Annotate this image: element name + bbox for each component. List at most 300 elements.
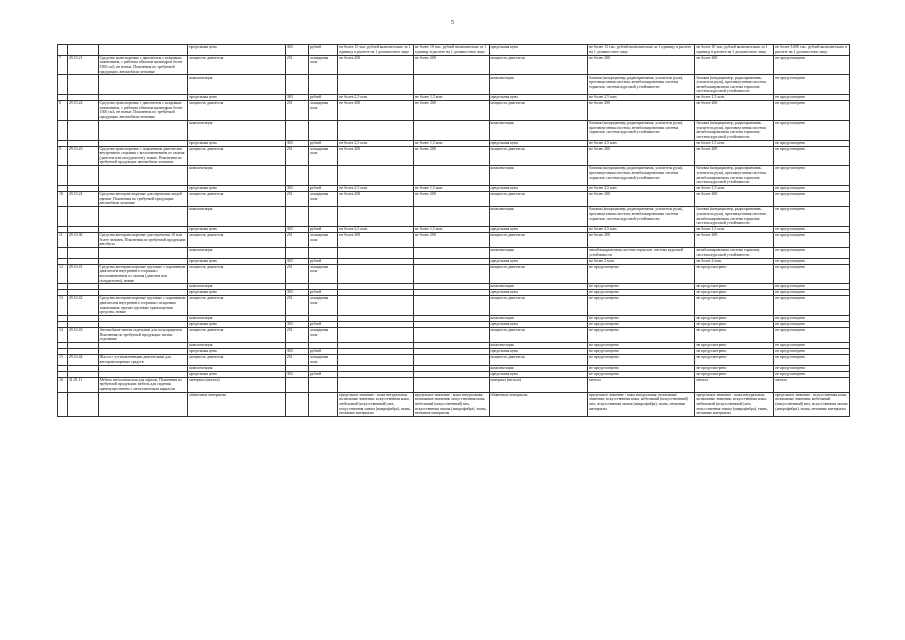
- characteristic-cell: материал (металл): [188, 377, 285, 392]
- value-approved-3-cell: не предусмотрено: [774, 140, 850, 146]
- characteristic-approved-cell: предельная цена: [489, 290, 588, 296]
- value-category-2-cell: [413, 75, 489, 95]
- unit-name-cell: рублей: [308, 45, 338, 56]
- page-number: 5: [451, 20, 454, 26]
- value-approved-2-cell: не предусмотрено: [695, 321, 774, 327]
- characteristic-approved-cell: комплектация: [489, 75, 588, 95]
- characteristic-cell: предельная цена: [188, 45, 285, 56]
- value-approved-3-cell: не предусмотрено: [774, 248, 850, 259]
- characteristic-approved-cell: предельная цена: [489, 140, 588, 146]
- row-number-cell: [58, 120, 68, 140]
- value-category-1-cell: не более 15 тыс. рублей включительно за 1 единицу в расчете на 1 должностное лицо: [338, 45, 414, 56]
- value-approved-2-cell: металл: [695, 377, 774, 392]
- value-category-2-cell: [413, 207, 489, 227]
- value-approved-3-cell: не предусмотрено: [774, 258, 850, 264]
- requirements-table: [57, 44, 850, 417]
- characteristic-approved-cell: мощность двигателя: [489, 191, 588, 206]
- okei-code-cell: [285, 392, 308, 416]
- value-approved-2-cell: базовая (кондиционер, радиоприемник, усилитель руля), противоугонная система; антиблокировочная система тормозов; система курсовой устойчивости: [695, 120, 774, 140]
- characteristic-approved-cell: предельная цена: [489, 95, 588, 101]
- value-approved-3-cell: не предусмотрено: [774, 166, 850, 186]
- value-approved-1-cell: не более 2,5 млн.: [588, 95, 695, 101]
- product-name-cell: Средства автотранспортные грузовые с поршневым двигателем внутреннего сгорания с воспламенением от сжатия (дизелем или полудизелем), новые: [98, 264, 188, 284]
- characteristic-cell: мощность двигателя: [188, 55, 285, 75]
- value-approved-1-cell: не более 200: [588, 146, 695, 166]
- row-number-cell: 9: [58, 146, 68, 166]
- value-approved-1-cell: не предусмотрено: [588, 343, 695, 349]
- okei-code-cell: 383: [285, 140, 308, 146]
- value-approved-1-cell: не предусмотрено: [588, 264, 695, 284]
- value-approved-1-cell: не предусмотрено: [588, 371, 695, 377]
- value-approved-3-cell: не более 5.000 тыс. рублей включительно в расчете на 1 должностное лицо: [774, 45, 850, 56]
- value-approved-3-cell: не предусмотрено: [774, 232, 850, 247]
- value-approved-2-cell: не более 200: [695, 191, 774, 206]
- value-approved-2-cell: не более 1,5 млн.: [695, 226, 774, 232]
- unit-name-cell: рублей: [308, 140, 338, 146]
- characteristic-cell: предельная цена: [188, 140, 285, 146]
- value-category-1-cell: [338, 327, 414, 342]
- value-approved-3-cell: не предусмотрено: [774, 101, 850, 121]
- characteristic-cell: предельная цена: [188, 371, 285, 377]
- value-approved-2-cell: не более 1,5 млн.: [695, 140, 774, 146]
- characteristic-approved-cell: предельная цена: [489, 45, 588, 56]
- okei-code-cell: 383: [285, 45, 308, 56]
- value-approved-2-cell: не предусмотрено: [695, 327, 774, 342]
- okei-code-cell: [285, 120, 308, 140]
- okpd-code-cell: 29.10.30: [67, 232, 98, 247]
- value-approved-3-cell: не предусмотрено: [774, 95, 850, 101]
- okpd-code-cell: [67, 166, 98, 186]
- value-approved-3-cell: не предусмотрено: [774, 327, 850, 342]
- characteristic-cell: комплектация: [188, 120, 285, 140]
- okei-code-cell: 251: [285, 264, 308, 284]
- value-category-2-cell: не более 1,5 млн.: [413, 95, 489, 101]
- unit-name-cell: [308, 120, 338, 140]
- characteristic-approved-cell: материал (металл): [489, 377, 588, 392]
- okpd-code-cell: [67, 207, 98, 227]
- row-number-cell: 16: [58, 377, 68, 392]
- value-approved-1-cell: предельное значение - кожа натуральная; возможные значения: искусственная кожа, мебельный (искусственный) мех, искусственная замша (микрофибра), ткань, нетканые материалы: [588, 392, 695, 416]
- table-row: [58, 120, 850, 140]
- value-approved-3-cell: не предусмотрено: [774, 191, 850, 206]
- table-row: [58, 392, 850, 416]
- value-approved-3-cell: металл: [774, 377, 850, 392]
- product-name-cell: [98, 207, 188, 227]
- value-approved-3-cell: не предусмотрено: [774, 75, 850, 95]
- product-name-cell: Средства автотранспортные для перевозки 10 или более человек. Пояснения по требуемой продукции: автобусы: [99, 233, 186, 247]
- characteristic-approved-cell: мощность двигателя: [489, 264, 588, 284]
- product-name-cell: [98, 248, 188, 259]
- value-approved-3-cell: не предусмотрено: [774, 371, 850, 377]
- value-category-2-cell: [413, 327, 489, 342]
- table-row: [58, 146, 850, 166]
- value-approved-2-cell: не более 200: [695, 101, 774, 121]
- value-category-2-cell: [413, 296, 489, 316]
- value-approved-2-cell: не предусмотрено: [695, 349, 774, 355]
- value-approved-2-cell: не предусмотрено: [695, 315, 774, 321]
- product-name-cell: Средства транспортные с двигателем с искровым зажиганием, с рабочим объемом цилиндров более 1500 см3, не новые. Пояснения по требуемой продукции: автомобили легковые: [98, 101, 188, 121]
- unit-name-cell: лошадиная сила: [308, 191, 338, 206]
- value-approved-1-cell: базовая (кондиционер, радиоприемник, усилитель руля), противоугонная система; антиблокировочная система тормозов; система курсовой устойчивости: [588, 120, 695, 140]
- table-row: [58, 296, 850, 316]
- characteristic-approved-cell: мощность двигателя: [489, 55, 588, 75]
- value-approved-2-cell: базовая (кондиционер, радиоприемник, усилитель руля), противоугонная система; антиблокировочная система тормозов; система курсовой устойчивости: [695, 207, 774, 227]
- value-approved-1-cell: не более 200: [588, 232, 695, 247]
- characteristic-approved-cell: предельная цена: [489, 321, 588, 327]
- characteristic-approved-cell: мощность двигателя: [489, 296, 588, 316]
- product-name-cell: Средства транспортные с поршневым двигателем внутреннего сгорания с воспламенением от сжатия (дизелем или полудизелем), новые. Пояснения по требуемой продукции: автомобили легковые: [98, 146, 188, 166]
- okpd-code-cell: [67, 75, 98, 95]
- value-approved-3-cell: не предусмотрено: [774, 321, 850, 327]
- unit-name-cell: [308, 75, 338, 95]
- unit-name-cell: рублей: [308, 290, 338, 296]
- okei-code-cell: 251: [285, 232, 308, 247]
- value-approved-1-cell: базовая (кондиционер, радиоприемник, усилитель руля), противоугонная система; антиблокировочная система тормозов; система курсовой устойчивости: [588, 166, 695, 186]
- okpd-code-cell: 29.10.23: [67, 146, 98, 166]
- value-approved-3-cell: не предусмотрено: [774, 120, 850, 140]
- value-category-1-cell: не более 200: [338, 191, 414, 206]
- row-number-cell: [58, 248, 68, 259]
- characteristic-approved-cell: предельная цена: [489, 186, 588, 192]
- table-row: [58, 248, 850, 259]
- okpd-code-cell: 29.10.41: [67, 264, 98, 284]
- table-row: [58, 327, 850, 342]
- value-category-2-cell: не более 200: [413, 146, 489, 166]
- unit-name-cell: рублей: [308, 321, 338, 327]
- characteristic-approved-cell: комплектация: [489, 248, 588, 259]
- row-number-cell: [58, 45, 68, 56]
- characteristic-approved-cell: предельная цена: [489, 226, 588, 232]
- okei-code-cell: [285, 75, 308, 95]
- value-approved-1-cell: не предусмотрено: [588, 327, 695, 342]
- value-category-1-cell: не более 200: [338, 232, 414, 247]
- value-category-1-cell: [338, 166, 414, 186]
- row-number-cell: [58, 392, 68, 416]
- characteristic-cell: мощность двигателя: [188, 146, 285, 166]
- value-approved-1-cell: базовая (кондиционер, радиоприемник, усилитель руля), противоугонная система; антиблокировочная система тормозов; система курсовой устойчивости: [588, 207, 695, 227]
- row-number-cell: [58, 75, 68, 95]
- okei-code-cell: [285, 248, 308, 259]
- value-approved-2-cell: не более 10 тыс. рублей включительно за 1 единицу в расчете на 1 должностное лицо: [695, 45, 774, 56]
- unit-name-cell: рублей: [308, 349, 338, 355]
- value-category-2-cell: не более 200: [413, 191, 489, 206]
- value-approved-2-cell: не предусмотрено: [695, 296, 774, 316]
- value-category-2-cell: не более 200: [413, 101, 489, 121]
- value-category-2-cell: [413, 355, 489, 366]
- unit-name-cell: [308, 166, 338, 186]
- value-approved-3-cell: не предусмотрено: [774, 264, 850, 284]
- value-approved-2-cell: не предусмотрено: [695, 355, 774, 366]
- characteristic-cell: предельная цена: [188, 321, 285, 327]
- row-number-cell: 8: [58, 101, 68, 121]
- product-name-cell: [98, 75, 188, 95]
- value-category-1-cell: [338, 355, 414, 366]
- value-approved-1-cell: не предусмотрено: [588, 315, 695, 321]
- characteristic-cell: комплектация: [188, 343, 285, 349]
- value-approved-1-cell: не более 200: [588, 191, 695, 206]
- okei-code-cell: 251: [285, 296, 308, 316]
- product-name-cell: [98, 120, 188, 140]
- okei-code-cell: 383: [285, 186, 308, 192]
- product-name-cell: Средства автотранспортные грузовые с поршневым двигателем внутреннего сгорания с искровым зажиганием; прочие грузовые транспортные средства, новые: [98, 296, 188, 316]
- value-category-1-cell: не более 200: [338, 146, 414, 166]
- value-approved-1-cell: не более 200: [588, 55, 695, 75]
- characteristic-cell: комплектация: [188, 248, 285, 259]
- characteristic-cell: предельная цена: [188, 349, 285, 355]
- characteristic-approved-cell: комплектация: [489, 365, 588, 371]
- characteristic-cell: комплектация: [188, 284, 285, 290]
- characteristic-cell: предельная цена: [188, 186, 285, 192]
- value-approved-1-cell: не предусмотрено: [588, 290, 695, 296]
- value-category-1-cell: [338, 264, 414, 284]
- value-approved-1-cell: не предусмотрено: [588, 321, 695, 327]
- value-approved-3-cell: не предусмотрено: [774, 146, 850, 166]
- unit-name-cell: лошадиная сила: [308, 327, 338, 342]
- characteristic-cell: мощность двигателя: [188, 355, 285, 366]
- value-approved-3-cell: не предусмотрено: [774, 315, 850, 321]
- value-approved-2-cell: не более 1,5 млн.: [695, 186, 774, 192]
- value-approved-2-cell: не предусмотрено: [695, 264, 774, 284]
- value-approved-1-cell: не предусмотрено: [588, 365, 695, 371]
- characteristic-approved-cell: предельная цена: [489, 371, 588, 377]
- value-approved-2-cell: не предусмотрено: [695, 284, 774, 290]
- value-approved-3-cell: не предусмотрено: [774, 55, 850, 75]
- value-approved-1-cell: не предусмотрено: [588, 355, 695, 366]
- okpd-code-cell: 29.10.21: [67, 55, 98, 75]
- value-category-2-cell: не более 200: [413, 55, 489, 75]
- value-category-1-cell: [338, 207, 414, 227]
- value-category-1-cell: не более 2,5 млн.: [338, 95, 414, 101]
- unit-name-cell: рублей: [308, 258, 338, 264]
- characteristic-approved-cell: предельная цена: [489, 349, 588, 355]
- unit-name-cell: лошадиная сила: [308, 355, 338, 366]
- characteristic-cell: мощность двигателя: [188, 191, 285, 206]
- value-category-2-cell: [413, 264, 489, 284]
- okei-code-cell: [285, 377, 308, 392]
- value-category-1-cell: [338, 120, 414, 140]
- characteristic-cell: предельная цена: [188, 290, 285, 296]
- okei-code-cell: 251: [285, 146, 308, 166]
- unit-name-cell: [308, 377, 338, 392]
- value-approved-2-cell: не более 200: [695, 232, 774, 247]
- value-approved-3-cell: не предусмотрено: [774, 284, 850, 290]
- table-row: [58, 377, 850, 392]
- characteristic-approved-cell: мощность двигателя: [489, 146, 588, 166]
- row-number-cell: 12: [58, 264, 68, 284]
- table-row: [58, 207, 850, 227]
- unit-name-cell: лошадиная сила: [308, 232, 338, 247]
- characteristic-cell: предельная цена: [188, 258, 285, 264]
- row-number-cell: [58, 207, 68, 227]
- characteristic-approved-cell: комплектация: [489, 315, 588, 321]
- unit-name-cell: рублей: [308, 371, 338, 377]
- characteristic-approved-cell: предельная цена: [489, 258, 588, 264]
- characteristic-cell: мощность двигателя: [188, 296, 285, 316]
- value-approved-2-cell: предельное значение - кожа натуральная; возможные значения: искусственная кожа, мебельный (искусственный) мех, искусственная замша (микрофибра), ткань, нетканые материалы: [695, 392, 774, 416]
- okpd-code-cell: 31.01.11: [67, 377, 98, 392]
- okpd-code-cell: 29.10.42: [67, 296, 98, 316]
- okei-code-cell: [285, 207, 308, 227]
- table-row: [58, 45, 850, 56]
- characteristic-approved-cell: комплектация: [489, 343, 588, 349]
- value-category-2-cell: не более 1,5 млн.: [413, 186, 489, 192]
- characteristic-cell: мощность двигателя: [188, 327, 285, 342]
- value-category-2-cell: предельное значение - кожа натуральная; возможные значения: искусственная кожа, мебельный (искусственный) мех, искусственная замша (микрофибра), ткань, нетканые материалы: [413, 392, 489, 416]
- unit-name-cell: лошадиная сила: [308, 101, 338, 121]
- value-approved-2-cell: не более 1,5 млн.: [695, 95, 774, 101]
- characteristic-approved-cell: мощность двигателя: [489, 355, 588, 366]
- value-approved-2-cell: не более 200: [695, 55, 774, 75]
- unit-name-cell: рублей: [308, 95, 338, 101]
- okei-code-cell: 383: [285, 290, 308, 296]
- characteristic-cell: мощность двигателя: [188, 101, 285, 121]
- unit-name-cell: рублей: [308, 226, 338, 232]
- value-category-1-cell: [338, 377, 414, 392]
- unit-name-cell: [308, 207, 338, 227]
- value-approved-1-cell: антиблокировочная система тормозов, система курсовой устойчивости: [588, 248, 695, 259]
- characteristic-cell: обивочные материалы: [188, 392, 285, 416]
- value-category-1-cell: не более 2,5 млн.: [338, 226, 414, 232]
- value-approved-3-cell: не предусмотрено: [774, 365, 850, 371]
- value-approved-3-cell: не предусмотрено: [774, 343, 850, 349]
- value-category-1-cell: [338, 296, 414, 316]
- value-approved-3-cell: не предусмотрено: [774, 186, 850, 192]
- value-approved-1-cell: базовая (кондиционер, радиоприемник, усилитель руля), противоугонная система; антиблокировочная система тормозов; система курсовой устойчивости: [588, 75, 695, 95]
- value-approved-2-cell: базовая (кондиционер, радиоприемник, усилитель руля), противоугонная система; антиблокировочная система тормозов; система курсовой устойчивости: [695, 166, 774, 186]
- row-number-cell: 13: [58, 296, 68, 316]
- okei-code-cell: [285, 166, 308, 186]
- characteristic-approved-cell: комплектация: [489, 166, 588, 186]
- value-approved-3-cell: не предусмотрено: [774, 290, 850, 296]
- value-category-2-cell: [413, 120, 489, 140]
- value-category-2-cell: не более 10 тыс. рублей включительно за 1 единицу в расчете на 1 должностное лицо: [413, 45, 489, 56]
- row-number-cell: 14: [58, 327, 68, 342]
- row-number-cell: 7: [58, 55, 68, 75]
- okei-code-cell: 251: [285, 327, 308, 342]
- row-number-cell: 15: [58, 355, 68, 366]
- unit-name-cell: лошадиная сила: [308, 146, 338, 166]
- okpd-code-cell: [67, 248, 98, 259]
- characteristic-cell: предельная цена: [188, 95, 285, 101]
- value-category-1-cell: не более 200: [338, 101, 414, 121]
- value-category-1-cell: не более 2,5 млн.: [338, 186, 414, 192]
- table-row: [58, 75, 850, 95]
- value-category-2-cell: не более 1,5 млн.: [413, 140, 489, 146]
- product-name-cell: Средства транспортные с двигателем с искровым зажиганием, с рабочим объемом цилиндров более 1500 см3, не новые. Пояснения по требуемой продукции: автомобили легковые: [98, 55, 188, 75]
- okpd-code-cell: [67, 392, 98, 416]
- okei-code-cell: 251: [285, 101, 308, 121]
- okpd-code-cell: 29.10.43: [67, 327, 98, 342]
- okpd-code-cell: 29.10.24: [67, 191, 98, 206]
- okei-code-cell: 251: [285, 355, 308, 366]
- value-category-1-cell: [338, 75, 414, 95]
- characteristic-cell: комплектация: [188, 207, 285, 227]
- value-category-2-cell: [413, 166, 489, 186]
- table-row: [58, 232, 850, 247]
- value-approved-3-cell: не предусмотрено: [774, 355, 850, 366]
- value-approved-3-cell: не предусмотрено: [774, 207, 850, 227]
- okei-code-cell: 251: [285, 191, 308, 206]
- unit-name-cell: лошадиная сила: [308, 55, 338, 75]
- characteristic-cell: комплектация: [188, 166, 285, 186]
- unit-name-cell: рублей: [308, 186, 338, 192]
- characteristic-approved-cell: мощность двигателя: [489, 232, 588, 247]
- table-row: [58, 191, 850, 206]
- value-approved-1-cell: не предусмотрено: [588, 349, 695, 355]
- table-row: [58, 101, 850, 121]
- characteristic-cell: комплектация: [188, 315, 285, 321]
- product-name-cell: Мебель металлическая для офисов. Пояснения по требуемой продукции: мебель для сидения, преимущественно с металлическим каркасом: [98, 377, 188, 392]
- unit-name-cell: [308, 248, 338, 259]
- okei-code-cell: 251: [285, 55, 308, 75]
- value-category-2-cell: не более 200: [413, 232, 489, 247]
- value-category-1-cell: не более 2,5 млн.: [338, 140, 414, 146]
- characteristic-approved-cell: обивочные материалы: [489, 392, 588, 416]
- value-approved-2-cell: не более 200: [695, 146, 774, 166]
- row-number-cell: 11: [58, 232, 68, 247]
- row-number-cell: 10: [58, 191, 68, 206]
- unit-name-cell: лошадиная сила: [308, 296, 338, 316]
- table-row: [58, 166, 850, 186]
- product-name-cell: Шасси с установленными двигателями для автотранспортных средств: [98, 355, 188, 366]
- characteristic-approved-cell: мощность двигателя: [489, 327, 588, 342]
- unit-name-cell: лошадиная сила: [308, 264, 338, 284]
- characteristic-cell: мощность двигателя: [188, 232, 285, 247]
- value-approved-1-cell: не предусмотрено: [588, 296, 695, 316]
- characteristic-approved-cell: комплектация: [489, 120, 588, 140]
- table-row: [58, 55, 850, 75]
- value-approved-2-cell: антиблокировочная система тормозов, система курсовой устойчивости: [695, 248, 774, 259]
- value-approved-1-cell: не более 2,5 млн.: [588, 186, 695, 192]
- okpd-code-cell: 29.10.22: [67, 101, 98, 121]
- value-category-1-cell: не более 200: [338, 55, 414, 75]
- table-row: [58, 355, 850, 366]
- product-name-cell: Средства автотранспортные для перевозки людей прочие. Пояснения по требуемой продукции: автомобили легковые: [98, 191, 188, 206]
- okpd-code-cell: [67, 120, 98, 140]
- okei-code-cell: 383: [285, 349, 308, 355]
- characteristic-cell: предельная цена: [188, 226, 285, 232]
- characteristic-cell: мощность двигателя: [188, 264, 285, 284]
- value-approved-1-cell: не более 2,5 млн.: [588, 140, 695, 146]
- value-approved-1-cell: не предусмотрено: [588, 284, 695, 290]
- characteristic-cell: комплектация: [188, 75, 285, 95]
- product-name-cell: Автомобили-тягачи седельные для полуприцепов. Пояснения по требуемой продукции: тягачи седельные: [98, 327, 188, 342]
- value-category-1-cell: предельное значение - кожа натуральная; возможные значения: искусственная кожа, мебельный (искусственный) мех, искусственная замша (микрофибра), ткань, нетканые материалы: [338, 392, 414, 416]
- row-number-cell: [58, 166, 68, 186]
- product-name-cell: [98, 166, 188, 186]
- okpd-code-cell: 29.10.44: [67, 355, 98, 366]
- characteristic-approved-cell: мощность двигателя: [489, 101, 588, 121]
- okei-code-cell: 383: [285, 371, 308, 377]
- value-approved-2-cell: не предусмотрено: [695, 371, 774, 377]
- characteristic-approved-cell: комплектация: [489, 207, 588, 227]
- value-approved-1-cell: не более 2 млн.: [588, 258, 695, 264]
- okei-code-cell: 383: [285, 95, 308, 101]
- value-category-2-cell: не более 1,5 млн.: [413, 226, 489, 232]
- table-row: [58, 264, 850, 284]
- okei-code-cell: 383: [285, 258, 308, 264]
- product-name-cell: [98, 392, 188, 416]
- characteristic-cell: комплектация: [188, 365, 285, 371]
- okpd-code-cell: [67, 45, 98, 56]
- value-approved-3-cell: не предусмотрено: [774, 296, 850, 316]
- value-approved-1-cell: не более 2,5 млн.: [588, 226, 695, 232]
- value-approved-2-cell: не предусмотрено: [695, 343, 774, 349]
- value-approved-1-cell: не более 200: [588, 101, 695, 121]
- value-approved-3-cell: не предусмотрено: [774, 349, 850, 355]
- value-approved-2-cell: не предусмотрено: [695, 365, 774, 371]
- product-name-cell: [98, 45, 188, 56]
